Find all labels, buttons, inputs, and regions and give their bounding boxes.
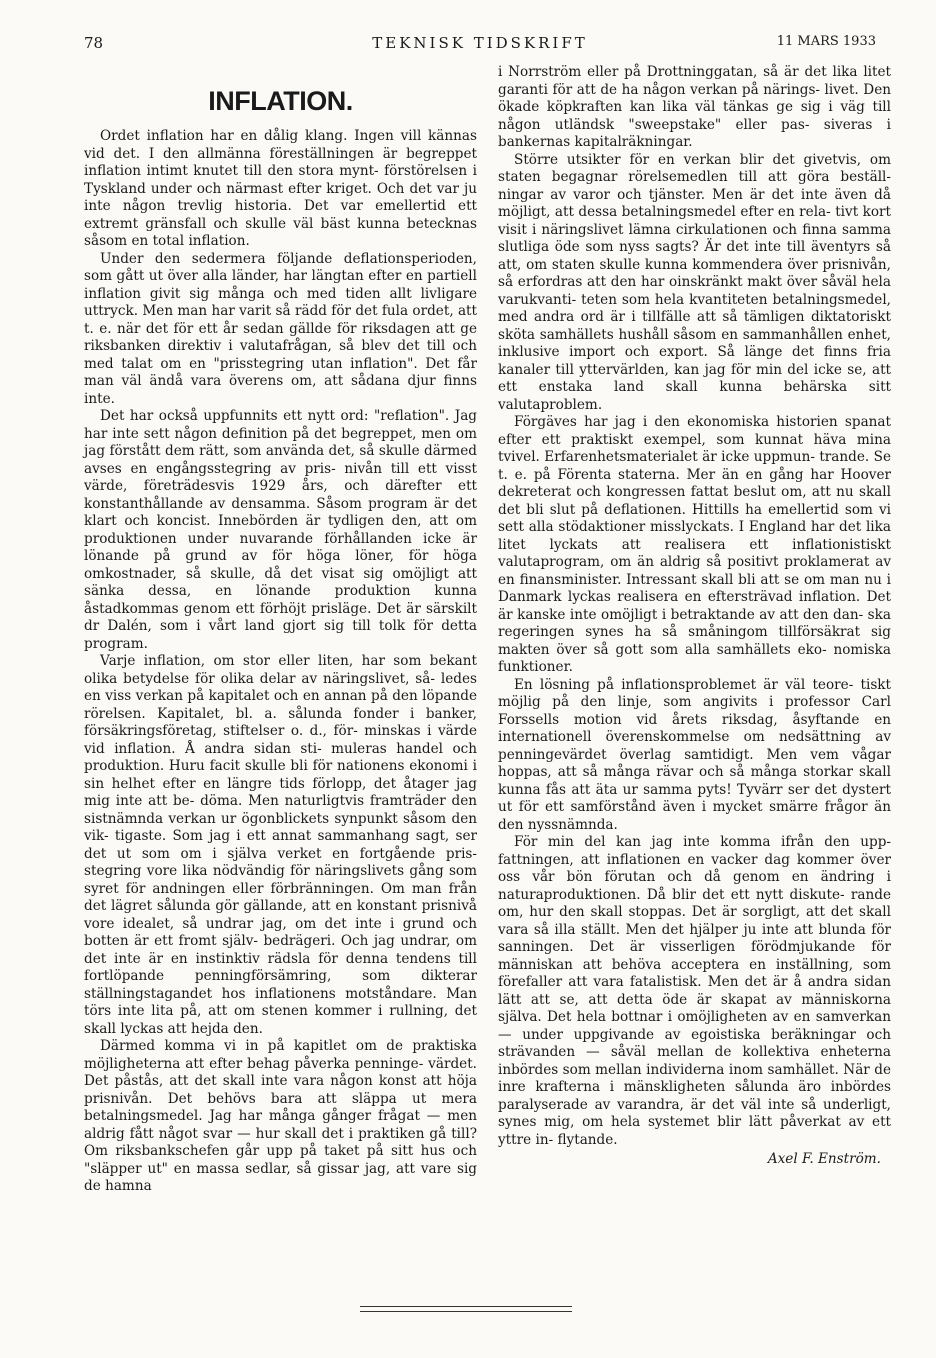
page-number: 78 — [84, 34, 104, 52]
article-title: INFLATION. — [208, 86, 353, 116]
left-column — [84, 128, 477, 1196]
issue-date: 11 MARS 1933 — [776, 34, 876, 49]
paragraph: En lösning på inflationsproblemet är väl teore- tiskt möjlig på den linje, som angivits i professor Carl Forssells motion vid årets riksdag, åsyftande en internationell överenskommelse om nedsättning av penningevärdet överlag samtidigt. Men vem vågar hoppas, att så många rävar och så många storkar skall kunna fås att äta ur samma pyts! Tyvärr ser det dystert ut för ett samförstånd även i mycket smärre frågor än den nyssnämnda. — [498, 676, 891, 833]
paragraph: Större utsikter för en verkan blir det givetvis, om staten begagnar rörelsemedlen till att göra beställ- ningar av varor och tjänster. Men är det inte även då möjligt, att dessa betalningsmedel efter en rela- tivt kort visit i näringslivet lämna cirkulationen och finna samma slutliga öde som nyss sagts? Är det inte till äventyrs så att, om staten skulle kunna kommendera över prisnivån, så erfordras att den har oinskränkt makt över såväl hela varukvanti- teten som hela kvantiteten betalningsmedel, med andra ord är i tillfälle att så tämligen diktatoriskt sköta samhällets hushåll såsom en sammanhållen enhet, inklusive import och export. Så länge det finns fria kanaler till yttervärlden, kan jag för min del icke se, att ett enstaka land skall kunna behärska sitt valutaproblem. — [498, 151, 891, 413]
end-rule — [360, 1311, 572, 1312]
paragraph: Det har också uppfunnits ett nytt ord: "reflation". Jag har inte sett någon definition på det begreppet, men om jag förstått dem rätt, som använda det, så skulle därmed avses en engångsstegring av pris- nivån till ett visst värde, företrädesvis 1929 års, och därefter ett konstanthållande av densamma. Såsom program är det klart och koncist. Innebörden är tydligen den, att om produktionen under nuvarande förhållanden icke är lönande på grund av för höga löner, för höga omkostnader, så skulle, då det visat sig omöjligt att sänka dessa, en lönande produktion kunna åstadkommas genom ett förhöjt prisläge. Det är särskilt dr Dalén, som i vårt land gjort sig till tolk för detta program. — [84, 408, 477, 652]
right-column — [498, 64, 891, 1169]
paragraph: Därmed komma vi in på kapitlet om de praktiska möjligheterna att efter behag påverka penninge- värdet. Det påstås, att det skall inte vara någon konst att höja prisnivån. Det behövs bara att släppa ut mera betalningsmedel. Jag har många gånger frågat — men aldrig fått något svar — hur skall det i praktiken gå till? Om riksbankschefen går upp på taket på sitt hus och "släpper ut" en massa sedlar, så gissar jag, att vare sig de hamna — [84, 1038, 477, 1194]
paragraph: För min del kan jag inte komma ifrån den upp- fattningen, att inflationen en vacker dag kommer över oss vår bön förutan och då genom en ändring i naturaproduktionen. Då blir det ett nytt diskute- rande om, hur den skall stoppas. Det är sorgligt, att det skall vara så illa ställt. Men det hjälper ju inte att blunda för sanningen. Det är visserligen förödmjukande för människan att behöva acceptera en inställning, som förefaller att vara fatalistisk. Men det är å andra sidan lätt att se, att detta öde är skapat av människorna själva. Det hela bottnar i omöjligheten av en samverkan — under uppgivande av egoistiska beräkningar och strävanden — såväl mellan de kollektiva enheterna inbördes som mellan individerna inom samhället. När de inre krafterna i mänskligheten sålunda äro inbördes paralyserade av varandra, är det väl inte så underligt, synes mig, om hela systemet blir lätt påverkat av ett yttre in- flytande. — [498, 834, 891, 1148]
page-header — [84, 34, 876, 58]
end-rule — [360, 1306, 572, 1307]
paragraph: Varje inflation, om stor eller liten, har som bekant olika betydelse för olika delar av näringslivet, så- ledes en viss verkan på kapitalet och en annan på den löpande rörelsen. Kapitalet, bl. a. sålunda fonder i banker, försäkringsföretag, stiftelser o. d., för- minskas i värde vid inflation. Å andra sidan sti- muleras handel och produktion. Huru facit skulle bli för nationens ekonomi i sin helhet efter en längre tids förlopp, det åtager jag mig inte att be- döma. Men naturligtvis framträder den sistnämnda verkan ur ögonblickets synpunkt såsom den vik- tigaste. Som jag i ett annat sammanhang sagt, ser det ut som om i själva verket en fortgående pris- stegring vore lika nödvändig för näringslivets gång som syret för andningen eller förbränningen. Om man från det lägret sålunda gör gällande, att en konstant prisnivå vore idealet, så undrar jag, om det inte i grund och botten är ett fromt själv- bedrägeri. Och jag undrar, om det inte är en instinktiv rädsla för denna tendens till fortlöpande penningförsämring, som dikterar ställningstagandet hos inflationens motståndare. Man törs inte lita på, att om stenen kommer i rullning, det skall lyckas att hejda den. — [84, 653, 477, 1037]
paragraph: i Norrström eller på Drottninggatan, så är det lika litet garanti för att de ha någon verkan på närings- livet. Den ökade köpkraften kan lika väl tänkas ge sig i väg till någon utländsk "sweepstake" eller pas- siveras i bankernas kapitalräkningar. — [498, 64, 891, 150]
author-signature: Axel F. Enström. — [767, 1151, 881, 1167]
paragraph: Under den sedermera följande deflationsperioden, som gått ut över alla länder, har längtan efter en partiell inflation givit sig många och med tiden allt livligare uttryck. Men man har varit så rädd för det fula ordet, att t. e. när det för ett år sedan gällde för riksdagen att ge riksbanken direktiv i valutafrågan, så blev det till och med talat om en "prisstegring utan inflation". Det får man väl ändå vara överens om, att sådana djur finns inte. — [84, 250, 477, 407]
paragraph: Ordet inflation har en dålig klang. Ingen vill kännas vid det. I den allmänna föreställningen är begreppet inflation intimt knutet till den stora mynt- förstörelsen i Tyskland under och närmast efter kriget. Och det var ju inte någon trevlig historia. Det var emellertid ett extremt gränsfall och skulle väl bäst kunna betecknas såsom en total inflation. — [84, 128, 477, 249]
paragraph: Förgäves har jag i den ekonomiska historien spanat efter ett praktiskt exempel, som kunnat häva mina tvivel. Erfarenhetsmaterialet är icke uppmun- trande. Se t. e. på Förenta staterna. Mer än en gång har Hoover dekreterat och kongressen fattat beslut om, att nu skall det bli slut på deflationen. Hittills ha emellertid som vi sett alla stödaktioner misslyckats. I England har det lika litet lyckats att realisera ett inflationistiskt valutaprogram, om än aldrig så positivt proklamerat av en finansminister. Intressant skall bli att se om man nu i Danmark lyckas realisera en eftersträvad inflation. Det är kanske inte omöjligt i betraktande av att den dan- ska regeringen synes ha så småningom tillförsäkrat sig makten över så gott som alla samhällets eko- nomiska funktioner. — [498, 414, 891, 675]
journal-title: TEKNISK TIDSKRIFT — [372, 34, 588, 52]
